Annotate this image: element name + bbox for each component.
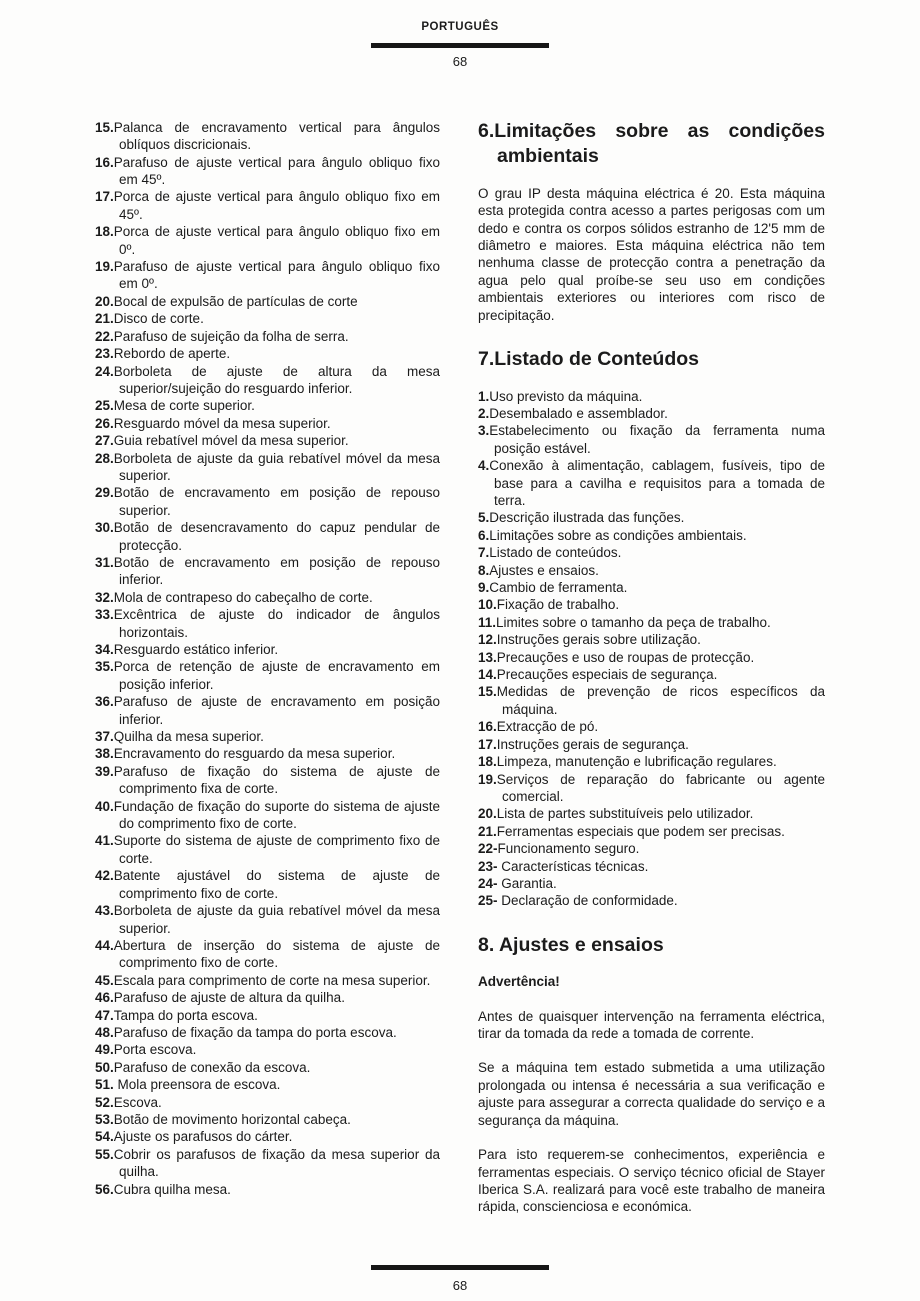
list-item: [478, 596, 825, 613]
left-column: [95, 119, 440, 1233]
list-item: [478, 823, 825, 840]
list-item: [95, 693, 440, 728]
list-item: [95, 119, 440, 154]
item-number: 45.: [95, 972, 114, 988]
list-item: [478, 562, 825, 579]
list-item: [95, 1076, 440, 1093]
item-number: 3.: [478, 423, 490, 439]
item-number: 6.: [478, 527, 490, 543]
list-item: [95, 798, 440, 833]
list-item: [95, 1146, 440, 1181]
item-number: 5.: [478, 510, 490, 526]
item-text: Conexão à alimentação, cablagem, fusíveis, tipo de base para a cavilha e requisitos para a tomada de terra.: [489, 458, 825, 508]
page-number-bottom: 68: [452, 1277, 468, 1293]
item-text: Parafuso de ajuste de altura da quilha.: [113, 990, 345, 1006]
list-item: [95, 154, 440, 189]
footer-rule: [371, 1265, 549, 1270]
item-number: 43.: [95, 903, 114, 919]
right-column: [478, 119, 825, 1233]
list-item: [95, 1041, 440, 1058]
list-item: [478, 683, 825, 718]
item-text: Instruções gerais sobre utilização.: [496, 632, 701, 648]
item-number: 53.: [95, 1111, 114, 1127]
item-text: Cambio de ferramenta.: [489, 580, 628, 596]
list-item: [478, 614, 825, 631]
list-item: [95, 641, 440, 658]
item-text: Cobrir os parafusos de fixação da mesa superior da quilha.: [113, 1146, 440, 1180]
item-text: Escova.: [113, 1094, 162, 1110]
item-number: 23-: [478, 858, 498, 874]
list-item: [95, 293, 440, 310]
item-number: 26.: [95, 415, 114, 431]
item-number: 33.: [95, 607, 114, 623]
item-number: 15.: [95, 119, 114, 135]
list-item: [95, 745, 440, 762]
item-text: Declaração de conformidade.: [497, 893, 678, 909]
list-item: [478, 875, 825, 892]
item-text: Lista de partes substituíveis pelo utilizador.: [496, 806, 754, 822]
item-number: 2.: [478, 405, 490, 421]
list-item: [478, 858, 825, 875]
item-text: Escala para comprimento de corte na mesa superior.: [113, 972, 431, 988]
item-number: 48.: [95, 1024, 114, 1040]
item-text: Ajustes e ensaios.: [489, 562, 599, 578]
item-number: 21.: [478, 823, 497, 839]
item-number: 54.: [95, 1129, 114, 1145]
list-item: [95, 415, 440, 432]
item-number: 22.: [95, 328, 114, 344]
item-number: 17.: [95, 189, 114, 205]
item-text: Parafuso de fixação da tampa do porta escova.: [113, 1024, 397, 1040]
parts-list: [95, 119, 440, 1198]
item-number: 32.: [95, 589, 114, 605]
item-text: Características técnicas.: [497, 858, 649, 874]
item-number: 20.: [478, 806, 497, 822]
item-number: 52.: [95, 1094, 114, 1110]
item-text: Porca de ajuste vertical para ângulo obliquo fixo em 0º.: [113, 224, 440, 257]
list-item: [95, 658, 440, 693]
section-8-paragraph-2: Se a máquina tem estado submetida a uma utilização prolongada ou intensa é necessária a sua verificação e ajuste para assegurar a correcta qualidade do serviço e a segurança da máquina.: [478, 1060, 825, 1128]
list-item: [95, 832, 440, 867]
warning-label: Advertência!: [478, 974, 560, 990]
header-language-label: PORTUGUÊS: [421, 21, 499, 33]
section-6-paragraph: O grau IP desta máquina eléctrica é 20. Esta máquina esta protegida contra acesso a partes perigosas com um dedo e contra os corpos sólidos estranho de 12'5 mm de diâmetro e maiores. Esta máquina eléctrica não tem nenhuma classe de protecção contra a penetração da agua pelo qual proíbe-se seu uso em condições ambientais exteriores ou interiores com risco de precipitação.: [478, 185, 825, 323]
item-number: 25-: [478, 893, 498, 909]
item-number: 19.: [95, 259, 114, 275]
list-item: [478, 649, 825, 666]
item-text: Tampa do porta escova.: [113, 1007, 258, 1023]
list-item: [478, 736, 825, 753]
section-6-heading: 6.Limitações sobre as condições ambientais: [478, 119, 825, 168]
item-text: Descrição ilustrada das funções.: [489, 510, 685, 526]
item-text: Botão de movimento horizontal cabeça.: [113, 1111, 351, 1127]
list-item: [95, 937, 440, 972]
item-text: Mola de contrapeso do cabeçalho de corte.: [113, 589, 373, 605]
item-number: 51.: [95, 1077, 114, 1093]
item-text: Fixação de trabalho.: [496, 597, 620, 613]
page-header: [0, 0, 920, 71]
list-item: [478, 388, 825, 405]
item-text: Quilha da mesa superior.: [113, 729, 264, 745]
item-text: Excêntrica de ajuste do indicador de ângulos horizontais.: [113, 607, 440, 640]
list-item: [95, 450, 440, 485]
list-item: [95, 972, 440, 989]
item-text: Disco de corte.: [113, 311, 204, 327]
item-number: 24-: [478, 875, 498, 891]
item-text: Suporte do sistema de ajuste de comprimento fixo de corte.: [113, 833, 440, 866]
list-item: [478, 840, 825, 857]
item-number: 18.: [95, 224, 114, 240]
item-number: 40.: [95, 798, 114, 814]
item-text: Parafuso de ajuste de encravamento em posição inferior.: [113, 694, 440, 727]
list-item: [478, 544, 825, 561]
list-item: [478, 579, 825, 596]
list-item: [95, 989, 440, 1006]
item-text: Serviços de reparação do fabricante ou agente comercial.: [496, 771, 825, 804]
item-number: 42.: [95, 868, 114, 884]
list-item: [95, 763, 440, 798]
list-item: [478, 457, 825, 509]
item-text: Resguardo móvel da mesa superior.: [113, 415, 331, 431]
item-number: 9.: [478, 580, 490, 596]
content-columns: [0, 71, 920, 1233]
item-text: Medidas de prevenção de ricos específicos da máquina.: [496, 684, 825, 717]
item-text: Ajuste os parafusos do cárter.: [113, 1129, 293, 1145]
item-number: 27.: [95, 433, 114, 449]
section-8-heading: 8. Ajustes e ensaios: [478, 933, 664, 956]
section-8-paragraph-3: Para isto requerem-se conhecimentos, experiência e ferramentas especiais. O serviço técnico oficial de Stayer Iberica S.A. realizará para você este trabalho de maneira rápida, conscienciosa e económica.: [478, 1147, 825, 1215]
item-number: 55.: [95, 1146, 114, 1162]
item-text: Ferramentas especiais que podem ser precisas.: [496, 823, 785, 839]
item-number: 10.: [478, 597, 497, 613]
item-text: Precauções especiais de segurança.: [496, 667, 718, 683]
item-text: Instruções gerais de segurança.: [496, 736, 689, 752]
list-item: [478, 405, 825, 422]
list-item: [95, 728, 440, 745]
item-text: Extracção de pó.: [496, 719, 599, 735]
item-text: Cubra quilha mesa.: [113, 1181, 231, 1197]
item-text: Porta escova.: [113, 1042, 197, 1058]
list-item: [478, 892, 825, 909]
item-text: Listado de conteúdos.: [489, 545, 622, 561]
list-item: [95, 1059, 440, 1076]
item-text: Estabelecimento ou fixação da ferramenta numa posição estável.: [489, 423, 825, 456]
list-item: [95, 1007, 440, 1024]
list-item: [95, 902, 440, 937]
list-item: [95, 1024, 440, 1041]
item-text: Parafuso de ajuste vertical para ângulo obliquo fixo em 45º.: [113, 154, 440, 188]
list-item: [95, 519, 440, 554]
list-item: [478, 509, 825, 526]
list-item: [95, 310, 440, 327]
list-item: [95, 397, 440, 414]
item-number: 16.: [478, 719, 497, 735]
list-item: [95, 867, 440, 902]
item-text: Bocal de expulsão de partículas de corte: [113, 293, 358, 309]
item-text: Borboleta de ajuste da guia rebatível móvel da mesa superior.: [113, 903, 440, 936]
item-text: Abertura de inserção do sistema de ajuste de comprimento fixo de corte.: [113, 937, 440, 971]
item-number: 12.: [478, 632, 497, 648]
item-text: Garantia.: [497, 875, 557, 891]
item-number: 19.: [478, 771, 497, 787]
item-number: 36.: [95, 694, 114, 710]
list-item: [478, 753, 825, 770]
list-item: [478, 631, 825, 648]
item-text: Rebordo de aperte.: [113, 346, 231, 362]
item-text: Palanca de encravamento vertical para ângulos oblíquos discricionais.: [113, 119, 440, 153]
item-text: Parafuso de fixação do sistema de ajuste de comprimento fixa de corte.: [113, 763, 440, 797]
list-item: [95, 554, 440, 589]
item-number: 15.: [478, 684, 497, 700]
item-number: 21.: [95, 311, 114, 327]
item-number: 47.: [95, 1007, 114, 1023]
list-item: [95, 606, 440, 641]
item-text: Botão de encravamento em posição de repouso inferior.: [113, 554, 440, 588]
list-item: [95, 432, 440, 449]
item-number: 4.: [478, 458, 490, 474]
item-text: Limpeza, manutenção e lubrificação regulares.: [496, 754, 777, 770]
section-7-heading: 7.Listado de Conteúdos: [478, 348, 700, 371]
list-item: [478, 422, 825, 457]
list-item: [95, 589, 440, 606]
item-number: 39.: [95, 763, 114, 779]
item-text: Precauções e uso de roupas de protecção.: [496, 649, 755, 665]
item-number: 44.: [95, 937, 114, 953]
list-item: [478, 805, 825, 822]
item-number: 31.: [95, 554, 114, 570]
item-number: 25.: [95, 398, 114, 414]
item-number: 14.: [478, 667, 497, 683]
item-number: 35.: [95, 659, 114, 675]
item-text: Porca de retenção de ajuste de encravamento em posição inferior.: [113, 659, 440, 692]
item-text: Parafuso de conexão da escova.: [113, 1059, 311, 1075]
item-text: Parafuso de sujeição da folha de serra.: [113, 328, 349, 344]
item-text: Resguardo estático inferior.: [113, 642, 279, 657]
item-text: Limites sobre o tamanho da peça de trabalho.: [496, 614, 771, 630]
item-number: 16.: [95, 154, 114, 170]
item-number: 1.: [478, 388, 490, 404]
item-text: Botão de encravamento em posição de repouso superior.: [113, 485, 440, 518]
list-item: [95, 484, 440, 519]
list-item: [95, 328, 440, 345]
item-text: Desembalado e assemblador.: [489, 405, 668, 421]
list-item: [478, 718, 825, 735]
header-rule: [371, 43, 549, 48]
item-number: 29.: [95, 485, 114, 501]
list-item: [95, 1111, 440, 1128]
item-number: 11.: [478, 614, 497, 630]
item-text: Borboleta de ajuste da guia rebatível móvel da mesa superior.: [113, 450, 440, 483]
item-number: 56.: [95, 1181, 114, 1197]
item-number: 24.: [95, 363, 114, 379]
list-item: [478, 666, 825, 683]
list-item: [95, 345, 440, 362]
item-number: 28.: [95, 450, 114, 466]
item-number: 8.: [478, 562, 490, 578]
item-number: 41.: [95, 833, 114, 849]
item-number: 20.: [95, 293, 114, 309]
list-item: [95, 1128, 440, 1145]
item-text: Mola preensora de escova.: [113, 1077, 281, 1093]
item-number: 17.: [478, 736, 497, 752]
list-item: [95, 258, 440, 293]
list-item: [95, 223, 440, 258]
item-text: Botão de desencravamento do capuz pendular de protecção.: [113, 520, 440, 553]
item-text: Funcionamento seguro.: [497, 841, 640, 857]
item-number: 46.: [95, 990, 114, 1006]
item-text: Fundação de fixação do suporte do sistema de ajuste do comprimento fixo de corte.: [113, 798, 440, 832]
page-number-top: 68: [452, 54, 468, 70]
item-number: 50.: [95, 1059, 114, 1075]
list-item: [478, 771, 825, 806]
item-number: 22-: [478, 841, 498, 857]
item-number: 7.: [478, 545, 490, 561]
item-number: 18.: [478, 754, 497, 770]
item-text: Encravamento do resguardo da mesa superior.: [113, 746, 396, 762]
item-number: 23.: [95, 346, 114, 362]
item-text: Guia rebatível móvel da mesa superior.: [113, 433, 349, 449]
item-text: Limitações sobre as condições ambientais.: [489, 527, 747, 543]
item-text: Porca de ajuste vertical para ângulo obliquo fixo em 45º.: [113, 189, 440, 222]
item-number: 49.: [95, 1042, 114, 1058]
item-text: Uso previsto da máquina.: [489, 388, 643, 404]
item-number: 34.: [95, 642, 114, 657]
list-item: [95, 188, 440, 223]
section-8-paragraph-1: Antes de quaisquer intervenção na ferramenta eléctrica, tirar da tomada da rede a tomada de corrente.: [478, 1008, 825, 1042]
page-footer: [0, 1265, 920, 1294]
item-number: 37.: [95, 729, 114, 745]
contents-list: [478, 388, 825, 910]
list-item: [95, 363, 440, 398]
list-item: [95, 1094, 440, 1111]
list-item: [95, 1181, 440, 1198]
list-item: [478, 527, 825, 544]
item-number: 30.: [95, 520, 114, 536]
item-text: Batente ajustável do sistema de ajuste de comprimento fixo de corte.: [113, 868, 440, 901]
item-number: 38.: [95, 746, 114, 762]
item-text: Borboleta de ajuste de altura da mesa superior/sujeição do resguardo inferior.: [113, 363, 440, 396]
item-text: Mesa de corte superior.: [113, 398, 255, 414]
item-number: 13.: [478, 649, 497, 665]
item-text: Parafuso de ajuste vertical para ângulo obliquo fixo em 0º.: [113, 259, 440, 292]
